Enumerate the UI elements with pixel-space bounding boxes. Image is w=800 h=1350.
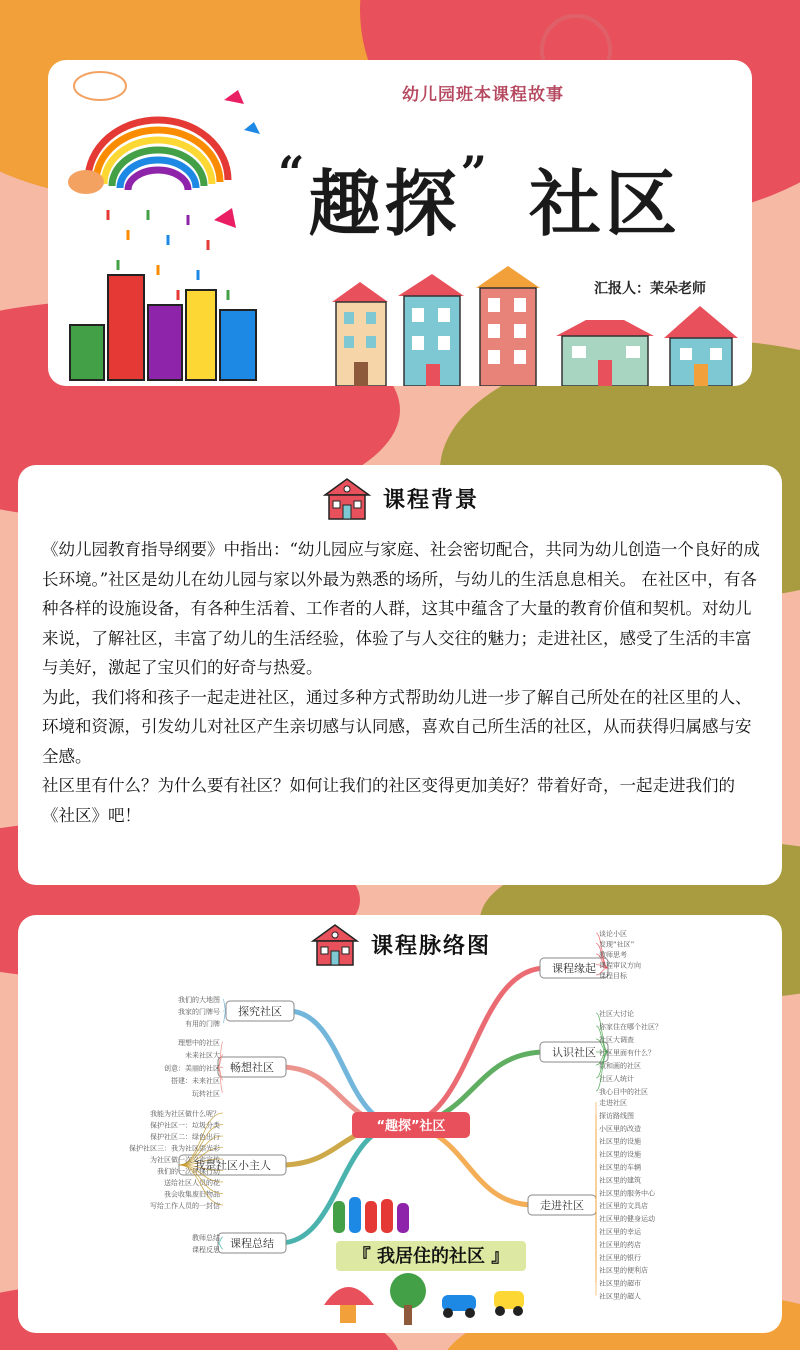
mindmap-leaf-label: 我们的大地图 (178, 996, 220, 1004)
mindmap-leaf-label: 走进社区 (599, 1099, 627, 1107)
mindmap-leaf-label: 你家住在哪个社区？ (599, 1023, 662, 1031)
mindmap-leaf-label: 我会收集废旧物品 (164, 1190, 220, 1199)
mindmap-leaf-label: 数和画的社区 (599, 1062, 641, 1070)
mindmap-leaf-label: 我们的一次环保行动 (157, 1167, 220, 1176)
mindmap-leaf-label: 社区里的超人 (599, 1292, 641, 1301)
mindmap-branch-label: 我是社区小主人 (194, 1159, 271, 1172)
course-background-text (42, 535, 762, 830)
mindmap-leaf-label: 保护社区一：垃圾分类 (150, 1121, 220, 1130)
mindmap-leaf-label: 写给工作人员的一封信 (150, 1202, 220, 1210)
mindmap-leaf-label: 社区大讨论 (599, 1010, 634, 1018)
mindmap-leaf-label: 社区里的幸运 (599, 1228, 641, 1236)
houses-illustration (330, 266, 750, 386)
page-title (278, 146, 681, 250)
paragraph-2: 为此，我们将和孩子一起走进社区，通过多种方式帮助幼儿进一步了解自己所处在的社区里的人、环境和资源，引发幼儿对社区产生亲切感与认同感，喜欢自己所生活的社区，从而获得归属感与安全感。 (42, 687, 752, 766)
mindmap-branch-label: 课程总结 (230, 1237, 274, 1250)
mindmap-leaf-label: 有用的门牌 (185, 1020, 220, 1028)
kids-drawing-decoration (323, 1191, 433, 1241)
mindmap-leaf-label: 保护社区三：我为社区添光彩 (129, 1144, 220, 1153)
mindmap-branch-label: 畅想社区 (230, 1061, 274, 1074)
mindmap-leaf-label: 课程反思 (192, 1246, 220, 1254)
mindmap-branch-label: 认识社区 (552, 1046, 596, 1059)
course-map-card (18, 915, 782, 1333)
mindmap-leaf-label: 搭建：未来社区 (171, 1077, 220, 1086)
mindmap-branch-label: 探究社区 (238, 1005, 282, 1018)
mindmap-branch-label: 课程缘起 (552, 962, 596, 975)
mindmap-leaf-label: 社区人统计 (599, 1075, 634, 1083)
mindmap-leaf-label: 保护社区二：绿色出行 (150, 1133, 220, 1141)
mindmap-branch-line (288, 1011, 400, 1125)
mindmap-leaf-label: 社区大调查 (599, 1036, 634, 1044)
mindmap-leaf-label: 社区里的超市 (599, 1279, 641, 1288)
course-map-heading: 课程脉络图 (370, 932, 491, 959)
mindmap-leaf-label: 社区里的设施 (599, 1150, 641, 1159)
mindmap-leaf-label: 教师总结 (192, 1234, 220, 1242)
community-drawings-decoration (318, 1265, 538, 1331)
reporter-label: 汇报人：茉朵老师 (594, 281, 706, 297)
mindmap-leaf-label: 发现“社区” (599, 940, 635, 949)
mindmap-leaf-label: 我心目中的社区 (599, 1088, 648, 1096)
mindmap-leaf-label: 社区里的建筑 (599, 1176, 641, 1185)
paragraph-3: 社区里有什么？为什么要有社区？如何让我们的社区变得更加美好？带着好奇，一起走进我们的《社区》吧！ (42, 776, 735, 825)
mindmap-center-label: “趣探”社区 (376, 1119, 446, 1134)
mindmap-leaf-label: 社区里的文具店 (599, 1202, 648, 1211)
mindmap-leaf-label: 未来社区大 (185, 1051, 220, 1060)
school-house-icon (321, 475, 373, 521)
title-main: 趣探 (308, 161, 461, 246)
mindmap-leaf-label: 送给社区人员的花 (164, 1179, 220, 1187)
mindmap-leaf-label: 社区里的车辆 (599, 1163, 641, 1172)
children-drawing-illustration (48, 60, 268, 386)
mindmap-leaf-label: 理想中的社区 (178, 1039, 220, 1047)
mindmap-leaf-label: 我家的门牌号 (178, 1008, 220, 1016)
mindmap-leaf-label: 谈论小区 (599, 930, 627, 938)
mindmap-leaf-label: 社区里的设施 (599, 1137, 641, 1146)
mindmap-leaf-label: 课程审议方向 (599, 961, 641, 970)
mindmap-leaf-label: 课程目标 (599, 972, 627, 980)
course-background-header (18, 475, 782, 521)
mindmap-leaf-label: 社区里的服务中心 (599, 1189, 655, 1198)
mindmap-leaf-label: 教师思考 (599, 951, 627, 959)
course-subtitle: 幼儿园班本课程故事 (402, 85, 564, 105)
mindmap-leaf-label: 我能为社区做什么呢？ (150, 1110, 220, 1118)
mindmap-leaf-label: 创意：美丽的社区 (164, 1064, 220, 1073)
paragraph-1: 《幼儿园教育指导纲要》中指出：“幼儿园应与家庭、社会密切配合，共同为幼儿创造一个良好的成长环境。”社区是幼儿在幼儿园与家以外最为熟悉的场所，与幼儿的生活息息相关。 在社区中，有各种各样的设施设备，有各种生活着、工作者的人群，这其中蕴含了大量的教育价值和契机。对幼儿来说，了解社区，丰富了幼儿的生活经验，体验了与人交往的魅力；走进社区，感受了生活的丰富与美好，激起了宝贝们的好奇与热爱。 (42, 540, 760, 677)
mindmap-branch-line (400, 968, 546, 1125)
mindmap-leaf-label: 为社区做一次义卖宣传 (150, 1156, 220, 1164)
mindmap-leaf-label: 社区里的健身运动 (599, 1215, 655, 1224)
mindmap-branch-label: 走进社区 (540, 1199, 584, 1212)
hero-card (48, 60, 752, 386)
title-tail: 社区 (528, 161, 681, 246)
mindmap-banner-label: 『 我居住的社区 』 (352, 1246, 510, 1267)
course-background-heading: 课程背景 (382, 486, 479, 513)
mindmap-leaf-label: 玩转社区 (192, 1089, 220, 1098)
mindmap-leaf-label: 小区里的改造 (599, 1124, 641, 1133)
mindmap-leaf-label: 探访路线图 (599, 1111, 634, 1120)
course-background-card (18, 465, 782, 885)
mindmap-leaf-label: 社区里的银行 (599, 1253, 641, 1262)
mindmap-leaf-label: 社区里的药店 (599, 1240, 641, 1249)
mindmap-leaf-label: 社区里的便利店 (599, 1266, 648, 1275)
title-quote-open: “ (278, 146, 309, 200)
title-quote-close: ” (460, 146, 491, 200)
mindmap-leaf-label: 社区里面有什么？ (599, 1049, 655, 1057)
